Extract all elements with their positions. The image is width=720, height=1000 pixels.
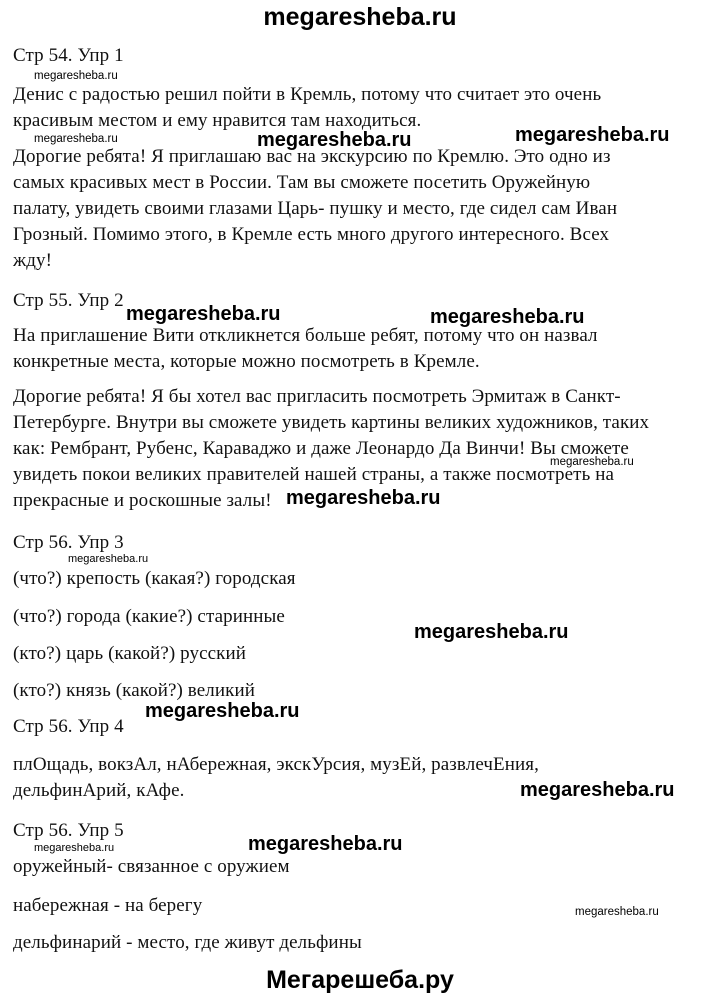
section-heading: Стр 56. Упр 4 [13, 716, 124, 737]
watermark: megaresheba.ru [430, 306, 585, 328]
text-line: оружейный- связанное с оружием [13, 856, 290, 877]
watermark: megaresheba.ru [126, 303, 281, 325]
watermark: megaresheba.ru [34, 133, 118, 145]
watermark: megaresheba.ru [257, 129, 412, 151]
text-line: жду! [13, 250, 53, 271]
section-heading: Стр 54. Упр 1 [13, 45, 124, 66]
text-line: как: Рембрант, Рубенс, Караваджо и даже Леонардо Да Винчи! Вы сможете [13, 438, 629, 459]
text-line: самых красивых мест в России. Там вы сможете посетить Оружейную [13, 172, 591, 193]
watermark: megaresheba.ru [286, 487, 441, 509]
watermark: megaresheba.ru [414, 621, 569, 643]
text-line: (кто?) князь (какой?) великий [13, 680, 255, 701]
text-line: (что?) города (какие?) старинные [13, 606, 285, 627]
text-line: конкретные места, которые можно посмотреть в Кремле. [13, 351, 480, 372]
watermark: megaresheba.ru [515, 124, 670, 146]
text-line: Дорогие ребята! Я приглашаю вас на экскурсию по Кремлю. Это одно из [13, 146, 611, 167]
watermark: megaresheba.ru [575, 906, 659, 918]
text-line: Грозный. Помимо этого, в Кремле есть много другого интересного. Всех [13, 224, 610, 245]
watermark: megaresheba.ru [34, 70, 118, 82]
watermark: megaresheba.ru [520, 779, 675, 801]
watermark: megaresheba.ru [248, 833, 403, 855]
text-line: На приглашение Вити откликнется больше ребят, потому что он назвал [13, 325, 598, 346]
watermark: megaresheba.ru [550, 456, 634, 468]
footer-watermark: Мегарешеба.ру [266, 966, 454, 994]
section-heading: Стр 56. Упр 5 [13, 820, 124, 841]
text-line: палату, увидеть своими глазами Царь- пушку и место, где сидел сам Иван [13, 198, 618, 219]
text-line: (что?) крепость (какая?) городская [13, 568, 296, 589]
text-line: (кто?) царь (какой?) русский [13, 643, 247, 664]
text-line: прекрасные и роскошные залы! [13, 490, 272, 511]
watermark: megaresheba.ru [145, 700, 300, 722]
section-heading: Стр 56. Упр 3 [13, 532, 124, 553]
text-line: Дорогие ребята! Я бы хотел вас пригласить посмотреть Эрмитаж в Санкт- [13, 386, 621, 407]
watermark: megaresheba.ru [34, 842, 115, 854]
text-line: дельфинарий - место, где живут дельфины [13, 932, 362, 953]
text-line: дельфинАрий, кАфе. [13, 780, 185, 801]
header-watermark: megaresheba.ru [263, 3, 457, 31]
section-heading: Стр 55. Упр 2 [13, 290, 124, 311]
watermark: megaresheba.ru [68, 553, 149, 565]
text-line: Денис с радостью решил пойти в Кремль, потому что считает это очень [13, 84, 602, 105]
text-line: плОщадь, вокзАл, нАбережная, экскУрсия, музЕй, развлечЕния, [13, 754, 539, 775]
text-line: увидеть покои великих правителей нашей страны, а также посмотреть на [13, 464, 615, 485]
text-line: набережная - на берегу [13, 895, 203, 916]
text-line: Петербурге. Внутри вы сможете увидеть картины великих художников, таких [13, 412, 650, 433]
text-line: красивым местом и ему нравится там находиться. [13, 110, 422, 131]
